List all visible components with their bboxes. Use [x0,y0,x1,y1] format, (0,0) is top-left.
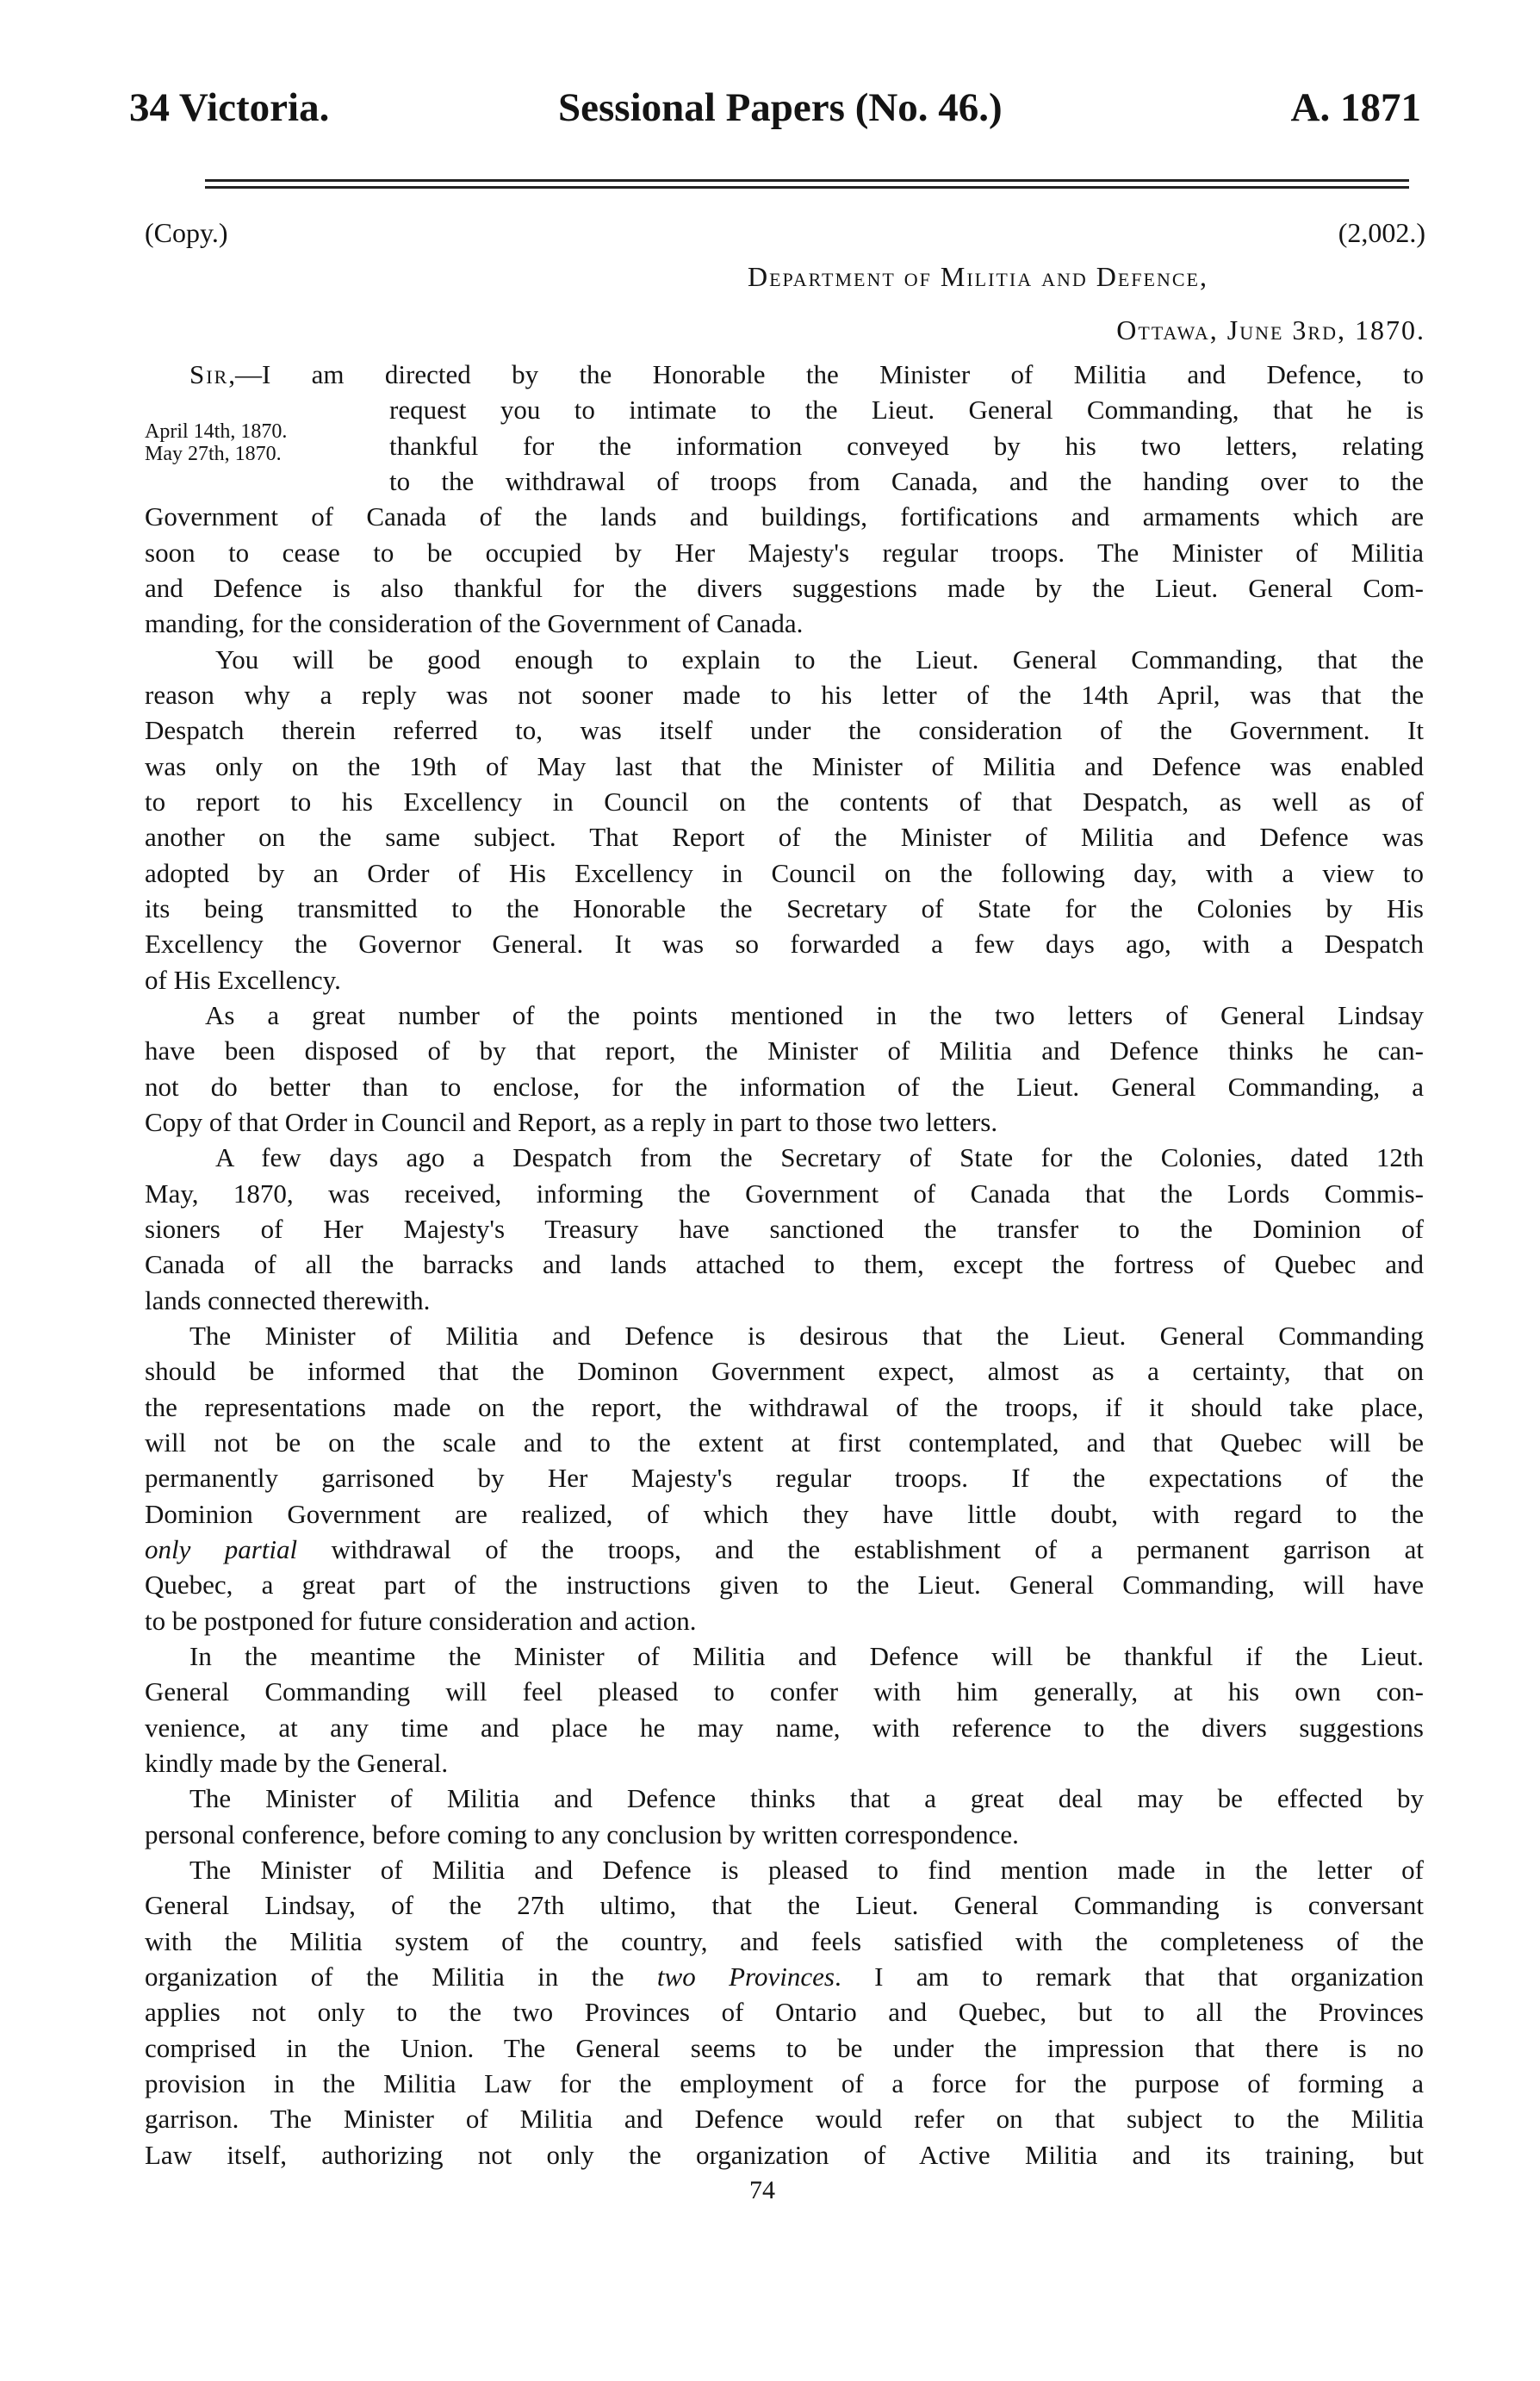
body-line: will not be on the scale and to the extent at first contemplated, and that Quebec will be [145,1427,1424,1458]
body-line: its being transmitted to the Honorable the Secretary of State for the Colonies by His [145,893,1424,923]
body-line: to be postponed for future consideration and action. [145,1606,697,1636]
body-line: Quebec, a great part of the instructions given to the Lieut. General Commanding, will have [145,1570,1424,1600]
body-line: Law itself, authorizing not only the organization of Active Militia and its training, but [145,2140,1424,2170]
italic-emphasis: only partial [145,1534,298,1564]
body-line: General Commanding will feel pleased to confer with him generally, at his own con- [145,1676,1424,1706]
body-line: May, 1870, was received, informing the Government of Canada that the Lords Commis- [145,1178,1424,1209]
header-title: Sessional Papers (No. 46.) [558,85,1003,130]
body-line: the representations made on the report, the withdrawal of the troops, if it should take place, [145,1392,1424,1422]
body-line: to the withdrawal of troops from Canada, and the handing over to the [389,466,1424,496]
body-line: As a great number of the points mentioned in the two letters of General Lindsay [205,1000,1424,1030]
body-line: of His Excellency. [145,965,341,995]
body-line: The Minister of Militia and Defence thinks that a great deal may be effected by [189,1783,1424,1813]
body-line: A few days ago a Despatch from the Secretary of State for the Colonies, dated 12th [215,1142,1424,1172]
body-line: request you to intimate to the Lieut. General Commanding, that he is [389,395,1424,425]
body-line: Sir,—I am directed by the Honorable the Minister of Militia and Defence, to [189,359,1424,389]
body-line: to report to his Excellency in Council on the contents of that Despatch, as well as of [145,786,1424,817]
department-name: Department of Militia and Defence, [748,261,1208,292]
body-line: Excellency the Governor General. It was so forwarded a few days ago, with a Despatch [145,929,1424,959]
body-line: reason why a reply was not sooner made to his letter of the 14th April, was that the [145,680,1424,710]
body-line: only partial withdrawal of the troops, and the establishment of a permanent garrison at [145,1534,1424,1564]
letter-number: (2,002.) [1338,217,1425,248]
body-line: with the Militia system of the country, and feels satisfied with the completeness of the [145,1926,1424,1956]
body-line: have been disposed of by that report, the Minister of Militia and Defence thinks he can- [145,1035,1424,1066]
place-date-text: Ottawa, June 3rd, 1870. [1116,314,1425,345]
body-line: kindly made by the General. [145,1748,449,1778]
body-line: sioners of Her Majesty's Treasury have sanctioned the transfer to the Dominion of [145,1214,1424,1244]
margin-note-april: April 14th, 1870. [145,420,288,443]
body-line: lands connected therewith. [145,1285,431,1315]
body-line: Dominion Government are realized, of which they have little doubt, with regard to the [145,1499,1424,1529]
header-rule-bottom [205,186,1409,189]
place-date [1116,314,1425,346]
margin-note-may: May 27th, 1870. [145,443,282,465]
body-line: and Defence is also thankful for the divers suggestions made by the Lieut. General Com- [145,573,1424,603]
body-line: Copy of that Order in Council and Report, as a reply in part to those two letters. [145,1107,998,1137]
italic-emphasis: two Provinces [656,1961,835,1992]
body-line: personal conference, before coming to any conclusion by written correspondence. [145,1819,1019,1849]
running-header [129,84,1421,145]
body-line: garrison. The Minister of Militia and Defence would refer on that subject to the Militia [145,2104,1424,2134]
header-year: A. 1871 [1290,85,1421,130]
body-line: another on the same subject. That Report of the Minister of Militia and Defence was [145,822,1424,852]
body-line: The Minister of Militia and Defence is desirous that the Lieut. General Commanding [189,1321,1424,1351]
body-line: should be informed that the Dominon Government expect, almost as a certainty, that on [145,1356,1424,1386]
copy-label: (Copy.) [145,217,228,248]
body-line: provision in the Militia Law for the employment of a force for the purpose of forming a [145,2068,1424,2098]
body-line: thankful for the information conveyed by his two letters, relating [389,431,1424,461]
body-line: In the meantime the Minister of Militia and Defence will be thankful if the Lieut. [189,1641,1424,1671]
body-line: You will be good enough to explain to the Lieut. General Commanding, that the [215,644,1424,675]
body-line: manding, for the consideration of the Government of Canada. [145,608,804,638]
body-line: Canada of all the barracks and lands attached to them, except the fortress of Quebec and [145,1249,1424,1279]
body-line: not do better than to enclose, for the information of the Lieut. General Commanding, a [145,1072,1424,1102]
body-line: permanently garrisoned by Her Majesty's regular troops. If the expectations of the [145,1463,1424,1493]
header-session: 34 Victoria. [129,85,330,130]
body-line: venience, at any time and place he may name, with reference to the divers suggestions [145,1713,1424,1743]
body-line: Despatch therein referred to, was itself under the consideration of the Government. It [145,715,1424,745]
body-line: applies not only to the two Provinces of Ontario and Quebec, but to all the Provinces [145,1997,1424,2027]
body-line: The Minister of Militia and Defence is pleased to find mention made in the letter of [189,1855,1424,1885]
body-line: was only on the 19th of May last that the Minister of Militia and Defence was enabled [145,751,1424,781]
body-line: soon to cease to be occupied by Her Majesty's regular troops. The Minister of Militia [145,538,1424,568]
body-line: comprised in the Union. The General seems to be under the impression that there is no [145,2033,1424,2063]
body-line: organization of the Militia in the two Provinces. I am to remark that that organization [145,1961,1425,1992]
body-line: General Lindsay, of the 27th ultimo, that the Lieut. General Commanding is conversant [145,1890,1424,1920]
body-line: Government of Canada of the lands and buildings, fortifications and armaments which are [145,501,1424,532]
header-rule-top [205,179,1409,182]
salutation: Sir [189,359,229,389]
body-line: adopted by an Order of His Excellency in Council on the following day, with a view to [145,858,1424,888]
page-number: 74 [749,2176,775,2204]
